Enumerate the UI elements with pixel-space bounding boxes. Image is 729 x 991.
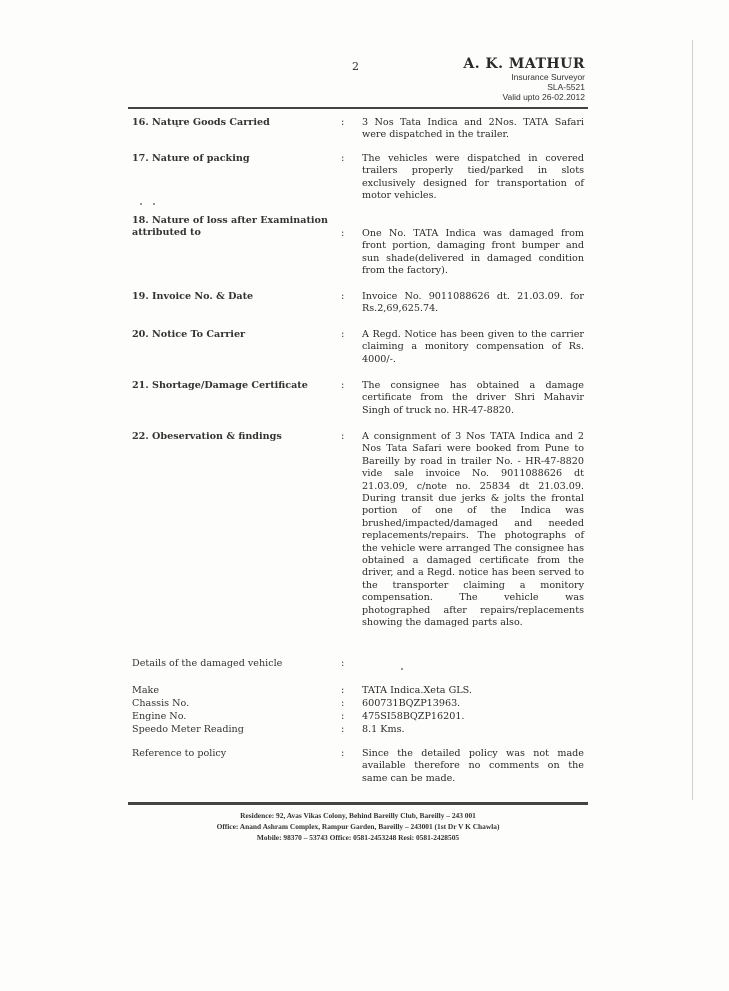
item-value: 3 Nos Tata Indica and 2Nos. TATA Safari were dispatched in the trailer. (362, 117, 584, 141)
license-number: SLA-5521 (547, 82, 585, 92)
field-label: Make (132, 685, 160, 696)
item-value: Invoice No. 9011088626 dt. 21.03.09. for Rs.2,69,625.74. (362, 291, 584, 315)
item-value: A consignment of 3 Nos TATA Indica and 2 Nos Tata Safari were booked from Pune to Bareilly by road in trailer No. - HR-47-8820 vide sale invoice No. 9011088626 dt 21.03.09, c/note no. 25834 dt 21.03.09. During transit due jerks & jolts the frontal portion of one of the Indica was brushed/impacted/damaged and needed replacements/repairs. The photographs of the vehicle were arranged The consignee has obtained a damaged certificate from the driver, and a Regd. notice has been served to the transporter claiming a monitory compensation. The vehicle was photographed after repairs/replacements showing the damaged parts also. (362, 431, 584, 629)
field-label: Chassis No. (132, 698, 190, 709)
field-label: Engine No. (132, 711, 187, 722)
colon: : (341, 711, 345, 722)
header-rule (128, 107, 588, 109)
colon: : (341, 291, 345, 302)
item-label: 18. Nature of loss after Examination attributed to (132, 215, 328, 238)
section-heading: Details of the damaged vehicle (132, 658, 283, 669)
field-label: Speedo Meter Reading (132, 724, 244, 735)
item-value: The vehicles were dispatched in covered trailers properly tied/parked in slots exclusively designed for transportation of motor vehicles. (362, 153, 584, 202)
scan-edge (692, 40, 693, 800)
colon: : (341, 153, 345, 164)
scan-speck (401, 668, 403, 670)
colon: : (341, 228, 345, 239)
colon: : (341, 748, 345, 759)
item-value: The consignee has obtained a damage certificate from the driver Shri Mahavir Singh of truck no. HR-47-8820. (362, 380, 584, 416)
footer (128, 810, 588, 843)
item-label: 16. Natųre Goods Carried (132, 117, 270, 128)
validity: Valid upto 26-02.2012 (502, 92, 585, 102)
field-value: 475SI58BQZP16201. (362, 711, 465, 722)
footer-office: Office: Anand Ashram Complex, Rampur Garden, Bareilly – 243001 (1st Dr V K Chawla) (216, 822, 500, 831)
item-label: 19. Invoice No. & Date (132, 291, 254, 302)
colon: : (341, 380, 345, 391)
item-label: 17. Nature of packing (132, 153, 250, 164)
surveyor-name: A. K. MATHUR (463, 56, 585, 72)
colon: : (341, 431, 345, 442)
footer-rule (128, 802, 588, 805)
surveyor-role: Insurance Surveyor (511, 72, 585, 82)
item-label: 22. Obeservation & findings (132, 431, 282, 442)
footer-phones: Mobile: 98370 – 53743 Office: 0581-2453248 Resi: 0581-2428505 (256, 833, 460, 842)
item-value: A Regd. Notice has been given to the carrier claiming a monitory compensation of Rs. 4000/-. (362, 329, 584, 365)
field-value: TATA Indica.Xeta GLS. (362, 685, 472, 696)
item-value: Since the detailed policy was not made available therefore no comments on the same can be made. (362, 748, 584, 784)
item-value: One No. TATA Indica was damaged from front portion, damaging front bumper and sun shade(delivered in damaged condition from the factory). (362, 228, 584, 277)
footer-residence: Residence: 92, Avas Vikas Colony, Behind Bareilly Club, Bareilly – 243 001 (240, 811, 476, 820)
field-value: 600731BQZP13963. (362, 698, 461, 709)
scan-speck (140, 203, 142, 205)
item-label: 20. Notice To Carrier (132, 329, 246, 340)
colon: : (341, 698, 345, 709)
colon: : (341, 117, 345, 128)
item-label: Reference to policy (132, 748, 227, 759)
colon: : (341, 685, 345, 696)
page-number: 2 (352, 60, 359, 73)
letterhead (463, 56, 585, 102)
field-value: 8.1 Kms. (362, 724, 405, 735)
scan-speck (153, 203, 155, 205)
colon: : (341, 724, 345, 735)
colon: : (341, 658, 345, 669)
colon: : (341, 329, 345, 340)
item-label: 21. Shortage/Damage Certificate (132, 380, 308, 391)
